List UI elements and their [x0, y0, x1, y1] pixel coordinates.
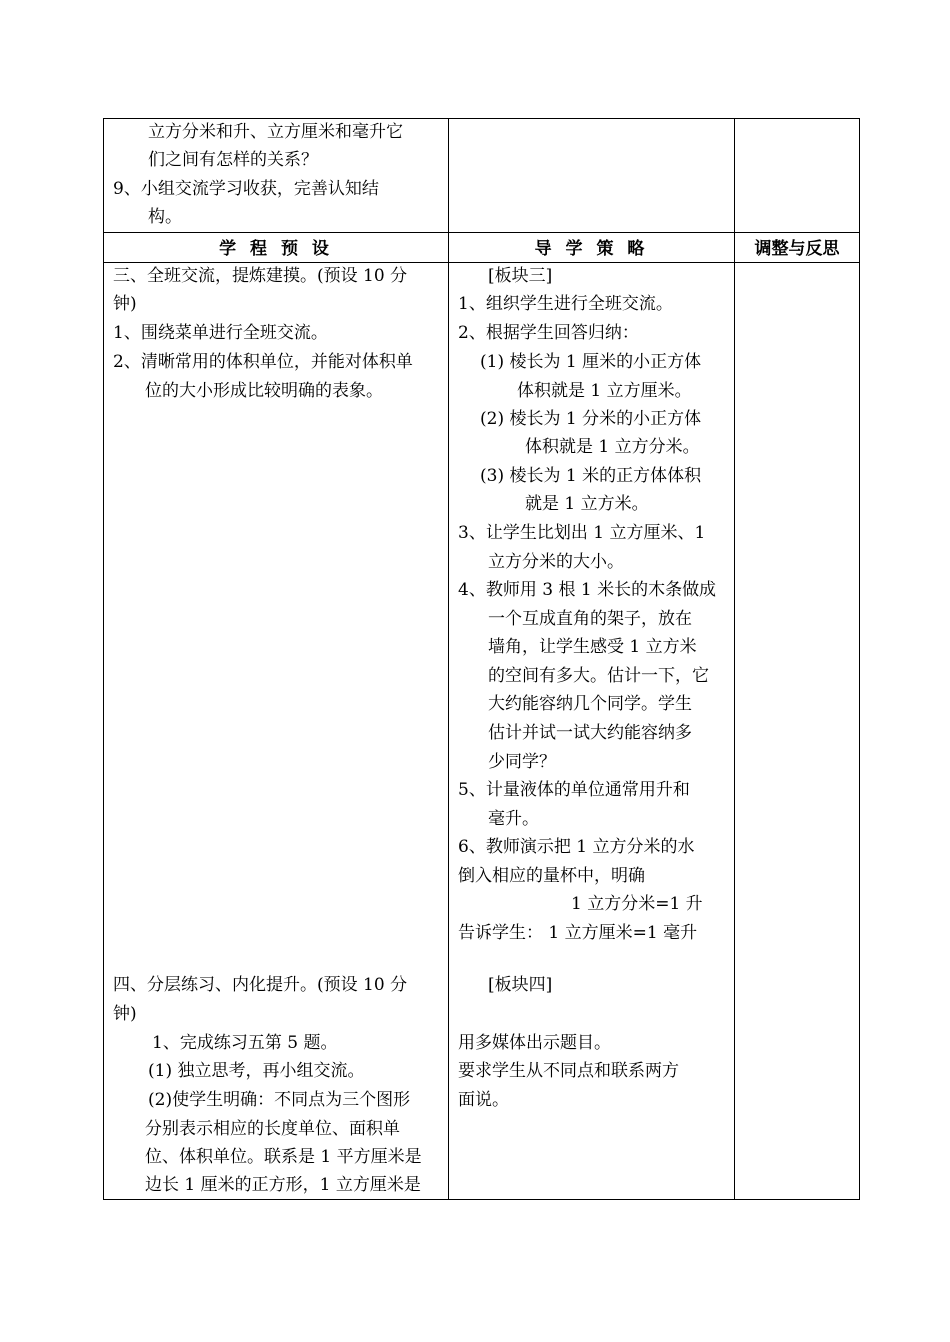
header-col-strategy: 导 学 策 略: [534, 239, 649, 259]
plan-text-line: (2)使学生明确：不同点为三个图形: [148, 1090, 411, 1110]
strategy-text-line: 4、教师用 3 根 1 米长的木条做成: [458, 580, 717, 600]
strategy-text-line: 要求学生从不同点和联系两方: [458, 1061, 679, 1081]
strategy-text-line: 面说。: [458, 1090, 509, 1110]
plan-text-line: (1) 独立思考，再小组交流。: [148, 1061, 365, 1081]
strategy-text-line: (2) 棱长为 1 分米的小正方体: [480, 409, 702, 429]
strategy-text-line: 倒入相应的量杯中，明确: [458, 866, 645, 886]
plan-text-line: 位的大小形成比较明确的表象。: [145, 381, 383, 401]
strategy-text-line: (1) 棱长为 1 厘米的小正方体: [480, 352, 702, 372]
plan-text-line: 1、完成练习五第 5 题。: [152, 1033, 338, 1053]
plan-section-title: 三、全班交流，提炼建摸。(预设 10 分: [113, 266, 408, 286]
strategy-text-line: 用多媒体出示题目。: [458, 1033, 611, 1053]
plan-text-line: 1、围绕菜单进行全班交流。: [113, 323, 328, 343]
strategy-text-line: (3) 棱长为 1 米的正方体体积: [480, 466, 702, 486]
strategy-text-line: 2、根据学生回答归纳：: [458, 323, 639, 343]
top-text-line: 9、小组交流学习收获，完善认知结: [113, 179, 379, 199]
plan-text-line: 边长 1 厘米的正方形，1 立方厘米是: [145, 1175, 421, 1195]
header-top-border: [104, 232, 859, 233]
strategy-text-line: 体积就是 1 立方分米。: [525, 437, 700, 457]
header-col-reflection: 调整与反思: [754, 239, 840, 259]
strategy-text-line: 立方分米的大小。: [488, 552, 624, 572]
strategy-text-line: 墙角，让学生感受 1 立方米: [488, 637, 697, 657]
plan-text-line: 钟): [113, 294, 137, 314]
strategy-text-line: 就是 1 立方米。: [525, 494, 649, 514]
strategy-text-line: 3、让学生比划出 1 立方厘米、1: [458, 523, 706, 543]
plan-text-line: 钟): [113, 1004, 137, 1024]
strategy-block-label: [板块三]: [488, 266, 553, 286]
plan-text-line: 分别表示相应的长度单位、面积单: [145, 1119, 400, 1139]
strategy-text-line: 估计并试一试大约能容纳多: [488, 723, 692, 743]
column-divider-2: [734, 119, 735, 1199]
top-text-line: 构。: [148, 207, 182, 227]
plan-section-title: 四、分层练习、内化提升。(预设 10 分: [113, 975, 408, 995]
header-col-plan: 学 程 预 设: [219, 239, 333, 259]
strategy-text-line: 体积就是 1 立方厘米。: [517, 381, 692, 401]
strategy-text-line: 一个互成直角的架子，放在: [488, 609, 692, 629]
plan-text-line: 位、体积单位。联系是 1 平方厘米是: [145, 1147, 422, 1167]
column-divider-1: [448, 119, 449, 1199]
strategy-text-line: 1 立方分米=1 升: [571, 894, 703, 914]
plan-text-line: 2、清晰常用的体积单位，并能对体积单: [113, 352, 413, 372]
strategy-text-line: 1、组织学生进行全班交流。: [458, 294, 673, 314]
strategy-text-line: 毫升。: [488, 809, 539, 829]
strategy-text-line: 告诉学生： 1 立方厘米=1 毫升: [458, 923, 698, 943]
strategy-block-label: [板块四]: [488, 975, 553, 995]
strategy-text-line: 少同学？: [488, 752, 556, 772]
strategy-text-line: 5、计量液体的单位通常用升和: [458, 780, 690, 800]
strategy-text-line: 大约能容纳几个同学。学生: [488, 694, 692, 714]
top-text-line: 们之间有怎样的关系？: [148, 150, 318, 170]
top-text-line: 立方分米和升、立方厘米和毫升它: [148, 122, 403, 142]
strategy-text-line: 的空间有多大。估计一下，它: [488, 666, 709, 686]
strategy-text-line: 6、教师演示把 1 立方分米的水: [458, 837, 695, 857]
